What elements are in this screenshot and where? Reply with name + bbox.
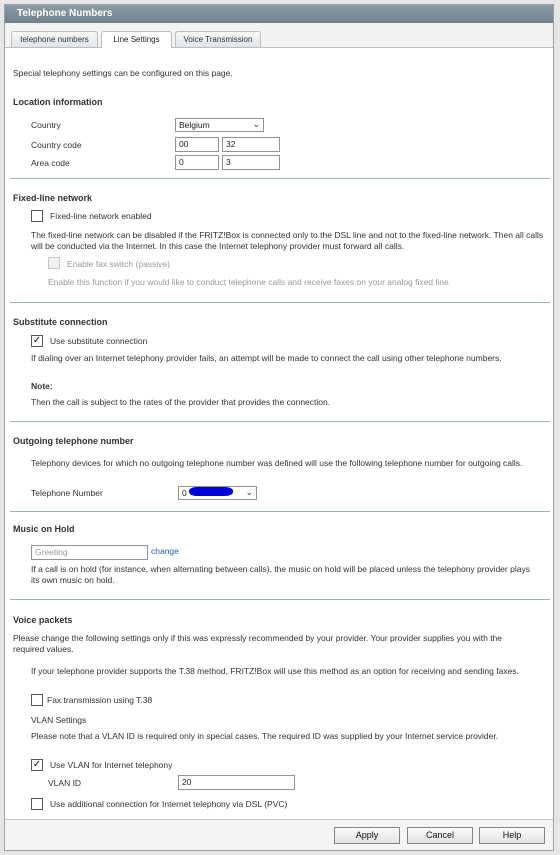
tab-line-settings[interactable]: Line Settings — [101, 31, 172, 48]
vlan-note: Please note that a VLAN ID is required only in special cases. The required ID was supplied by your Internet service provider. — [31, 731, 499, 741]
chevron-down-icon: ⌄ — [245, 487, 253, 497]
country-select[interactable] — [175, 118, 264, 132]
use-vlan-label: Use VLAN for Internet telephony — [50, 760, 173, 770]
tab-telephone-numbers[interactable]: telephone numbers — [11, 31, 98, 47]
telephone-number-select[interactable] — [178, 486, 257, 500]
window-title: Telephone Numbers — [5, 5, 553, 23]
country-label: Country — [31, 120, 61, 130]
country-value: Belgium — [179, 120, 210, 130]
fixed-line-heading: Fixed-line network — [13, 193, 93, 203]
tab-voice-transmission[interactable]: Voice Transmission — [175, 31, 261, 47]
outgoing-description: Telephony devices for which no outgoing telephone number was defined will use the following telephone number for outgoing calls. — [31, 458, 523, 468]
country-code-prefix-field[interactable]: 00 — [175, 137, 219, 152]
fax-t38-label: Fax transmission using T.38 — [47, 695, 153, 705]
fax-switch-note: Enable this function if you would like to conduct telephone calls and receive faxes on your analog fixed line. — [48, 277, 452, 287]
substitute-checkbox-label: Use substitute connection — [50, 336, 148, 346]
intro-text: Special telephony settings can be configured on this page. — [13, 68, 233, 78]
cancel-button[interactable]: Cancel — [407, 827, 473, 844]
divider — [10, 599, 550, 600]
substitute-checkbox[interactable]: ✓ — [32, 335, 42, 346]
chevron-down-icon: ⌄ — [252, 119, 260, 129]
apply-button[interactable]: Apply — [334, 827, 400, 844]
outgoing-heading: Outgoing telephone number — [13, 436, 134, 446]
main-content — [5, 48, 553, 815]
voice-heading: Voice packets — [13, 615, 73, 625]
redaction-mark — [189, 487, 233, 496]
divider — [10, 421, 550, 422]
voice-description: Please change the following settings only if this was expressly recommended by your provider. Your provider supplies you with the required values. — [13, 633, 503, 654]
help-button[interactable]: Help — [479, 827, 545, 844]
area-code-label: Area code — [31, 158, 70, 168]
pvc-checkbox[interactable] — [31, 798, 43, 810]
settings-window — [4, 4, 554, 851]
divider — [10, 511, 550, 512]
substitute-description: If dialing over an Internet telephony provider fails, an attempt will be made to connect the call using other telephone numbers. — [31, 353, 502, 363]
location-heading: Location information — [13, 97, 103, 107]
divider — [10, 178, 550, 179]
telephone-number-value: 0 — [182, 488, 187, 498]
fixed-line-checkbox[interactable] — [31, 210, 43, 222]
use-vlan-checkbox[interactable]: ✓ — [32, 759, 42, 770]
t38-description: If your telephone provider supports the T.38 method, FRITZ!Box will use this method as an option for receiving and sending faxes. — [31, 666, 519, 676]
area-code-field[interactable]: 3 — [222, 155, 280, 170]
fixed-line-description: The fixed-line network can be disabled if the FRITZ!Box is connected only to the DSL line and not to the fixed-line network. Then all calls will be conducted via the Internet. In this case the Internet telephony provider must forward all calls. — [31, 230, 544, 251]
fax-t38-checkbox[interactable] — [31, 694, 43, 706]
tab-bar — [5, 23, 553, 48]
button-bar — [5, 819, 553, 850]
pvc-label: Use additional connection for Internet telephony via DSL (PVC) — [50, 799, 288, 809]
music-field[interactable]: Greeting — [31, 545, 148, 560]
telephone-number-label: Telephone Number — [31, 488, 103, 498]
area-code-prefix-field[interactable]: 0 — [175, 155, 219, 170]
divider — [10, 302, 550, 303]
country-code-field[interactable]: 32 — [222, 137, 280, 152]
fax-switch-label: Enable fax switch (passive) — [67, 259, 170, 269]
note-label: Note: — [31, 381, 53, 391]
country-code-label: Country code — [31, 140, 82, 150]
note-text: Then the call is subject to the rates of the provider that provides the connection. — [31, 397, 331, 407]
music-description: If a call is on hold (for instance, when alternating between calls), the music on hold will be placed unless the telephony provider plays its own music on hold. — [31, 564, 530, 585]
fax-switch-checkbox[interactable] — [48, 257, 60, 269]
vlan-id-field[interactable]: 20 — [178, 775, 295, 790]
vlan-id-label: VLAN ID — [48, 778, 82, 788]
music-heading: Music on Hold — [13, 524, 75, 534]
substitute-heading: Substitute connection — [13, 317, 108, 327]
vlan-heading: VLAN Settings — [31, 715, 87, 725]
fixed-line-checkbox-label: Fixed-line network enabled — [50, 211, 152, 221]
change-link[interactable]: change — [151, 546, 179, 556]
